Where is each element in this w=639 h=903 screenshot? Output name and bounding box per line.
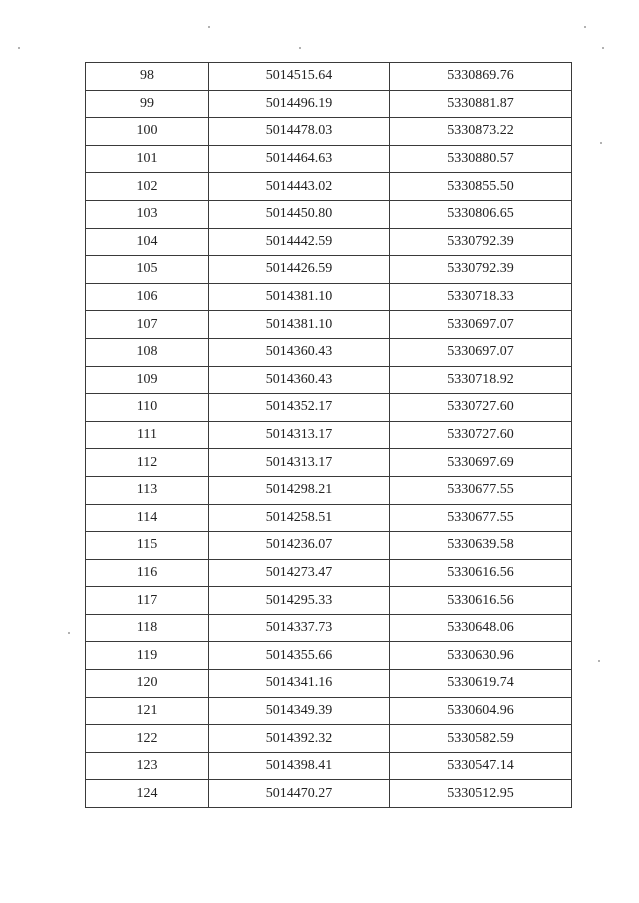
x-coordinate-cell: 5014442.59	[209, 228, 390, 256]
table-row	[86, 283, 572, 311]
x-coordinate-cell: 5014236.07	[209, 532, 390, 560]
scan-speck	[18, 47, 20, 49]
scan-speck	[598, 660, 600, 662]
table-row	[86, 145, 572, 173]
y-coordinate-cell: 5330648.06	[390, 614, 572, 642]
x-coordinate-cell: 5014360.43	[209, 338, 390, 366]
table-row	[86, 752, 572, 780]
point-number-cell: 113	[86, 476, 209, 504]
point-number-cell: 105	[86, 256, 209, 284]
table-row	[86, 200, 572, 228]
scan-speck	[602, 47, 604, 49]
point-number-cell: 103	[86, 200, 209, 228]
scan-speck	[299, 47, 301, 49]
x-coordinate-cell: 5014258.51	[209, 504, 390, 532]
x-coordinate-cell: 5014352.17	[209, 394, 390, 422]
point-number-cell: 109	[86, 366, 209, 394]
y-coordinate-cell: 5330547.14	[390, 752, 572, 780]
x-coordinate-cell: 5014313.17	[209, 421, 390, 449]
y-coordinate-cell: 5330806.65	[390, 200, 572, 228]
table-row	[86, 780, 572, 808]
x-coordinate-cell: 5014470.27	[209, 780, 390, 808]
y-coordinate-cell: 5330855.50	[390, 173, 572, 201]
table-row	[86, 366, 572, 394]
y-coordinate-cell: 5330697.07	[390, 311, 572, 339]
x-coordinate-cell: 5014398.41	[209, 752, 390, 780]
y-coordinate-cell: 5330630.96	[390, 642, 572, 670]
x-coordinate-cell: 5014298.21	[209, 476, 390, 504]
scan-speck	[68, 632, 70, 634]
y-coordinate-cell: 5330616.56	[390, 559, 572, 587]
y-coordinate-cell: 5330604.96	[390, 697, 572, 725]
point-number-cell: 114	[86, 504, 209, 532]
y-coordinate-cell: 5330869.76	[390, 63, 572, 91]
point-number-cell: 122	[86, 725, 209, 753]
y-coordinate-cell: 5330727.60	[390, 394, 572, 422]
point-number-cell: 120	[86, 670, 209, 698]
coordinate-table	[85, 62, 572, 808]
point-number-cell: 116	[86, 559, 209, 587]
point-number-cell: 124	[86, 780, 209, 808]
table-row	[86, 642, 572, 670]
table-row	[86, 559, 572, 587]
x-coordinate-cell: 5014464.63	[209, 145, 390, 173]
x-coordinate-cell: 5014450.80	[209, 200, 390, 228]
point-number-cell: 121	[86, 697, 209, 725]
point-number-cell: 119	[86, 642, 209, 670]
table-row	[86, 173, 572, 201]
x-coordinate-cell: 5014443.02	[209, 173, 390, 201]
x-coordinate-cell: 5014295.33	[209, 587, 390, 615]
x-coordinate-cell: 5014273.47	[209, 559, 390, 587]
x-coordinate-cell: 5014360.43	[209, 366, 390, 394]
table-row	[86, 504, 572, 532]
point-number-cell: 111	[86, 421, 209, 449]
point-number-cell: 115	[86, 532, 209, 560]
y-coordinate-cell: 5330718.92	[390, 366, 572, 394]
table-row	[86, 311, 572, 339]
point-number-cell: 99	[86, 90, 209, 118]
point-number-cell: 98	[86, 63, 209, 91]
coordinate-table-body	[86, 63, 572, 808]
table-row	[86, 421, 572, 449]
x-coordinate-cell: 5014496.19	[209, 90, 390, 118]
point-number-cell: 118	[86, 614, 209, 642]
x-coordinate-cell: 5014392.32	[209, 725, 390, 753]
y-coordinate-cell: 5330582.59	[390, 725, 572, 753]
table-row	[86, 532, 572, 560]
y-coordinate-cell: 5330619.74	[390, 670, 572, 698]
table-row	[86, 90, 572, 118]
x-coordinate-cell: 5014381.10	[209, 283, 390, 311]
table-row	[86, 449, 572, 477]
x-coordinate-cell: 5014478.03	[209, 118, 390, 146]
y-coordinate-cell: 5330697.69	[390, 449, 572, 477]
point-number-cell: 107	[86, 311, 209, 339]
scan-speck	[600, 142, 602, 144]
x-coordinate-cell: 5014341.16	[209, 670, 390, 698]
y-coordinate-cell: 5330677.55	[390, 504, 572, 532]
table-row	[86, 338, 572, 366]
y-coordinate-cell: 5330697.07	[390, 338, 572, 366]
point-number-cell: 112	[86, 449, 209, 477]
point-number-cell: 123	[86, 752, 209, 780]
x-coordinate-cell: 5014313.17	[209, 449, 390, 477]
y-coordinate-cell: 5330792.39	[390, 228, 572, 256]
y-coordinate-cell: 5330792.39	[390, 256, 572, 284]
x-coordinate-cell: 5014381.10	[209, 311, 390, 339]
table-row	[86, 476, 572, 504]
scan-speck	[584, 26, 586, 28]
y-coordinate-cell: 5330880.57	[390, 145, 572, 173]
table-row	[86, 614, 572, 642]
point-number-cell: 117	[86, 587, 209, 615]
point-number-cell: 106	[86, 283, 209, 311]
x-coordinate-cell: 5014426.59	[209, 256, 390, 284]
y-coordinate-cell: 5330512.95	[390, 780, 572, 808]
point-number-cell: 110	[86, 394, 209, 422]
point-number-cell: 108	[86, 338, 209, 366]
y-coordinate-cell: 5330616.56	[390, 587, 572, 615]
y-coordinate-cell: 5330873.22	[390, 118, 572, 146]
point-number-cell: 104	[86, 228, 209, 256]
table-row	[86, 725, 572, 753]
x-coordinate-cell: 5014349.39	[209, 697, 390, 725]
point-number-cell: 101	[86, 145, 209, 173]
y-coordinate-cell: 5330677.55	[390, 476, 572, 504]
y-coordinate-cell: 5330881.87	[390, 90, 572, 118]
y-coordinate-cell: 5330639.58	[390, 532, 572, 560]
table-row	[86, 63, 572, 91]
y-coordinate-cell: 5330727.60	[390, 421, 572, 449]
scan-speck	[208, 26, 210, 28]
table-row	[86, 394, 572, 422]
table-row	[86, 118, 572, 146]
table-row	[86, 670, 572, 698]
x-coordinate-cell: 5014355.66	[209, 642, 390, 670]
x-coordinate-cell: 5014337.73	[209, 614, 390, 642]
table-row	[86, 697, 572, 725]
table-row	[86, 228, 572, 256]
table-row	[86, 587, 572, 615]
y-coordinate-cell: 5330718.33	[390, 283, 572, 311]
table-row	[86, 256, 572, 284]
point-number-cell: 100	[86, 118, 209, 146]
point-number-cell: 102	[86, 173, 209, 201]
x-coordinate-cell: 5014515.64	[209, 63, 390, 91]
